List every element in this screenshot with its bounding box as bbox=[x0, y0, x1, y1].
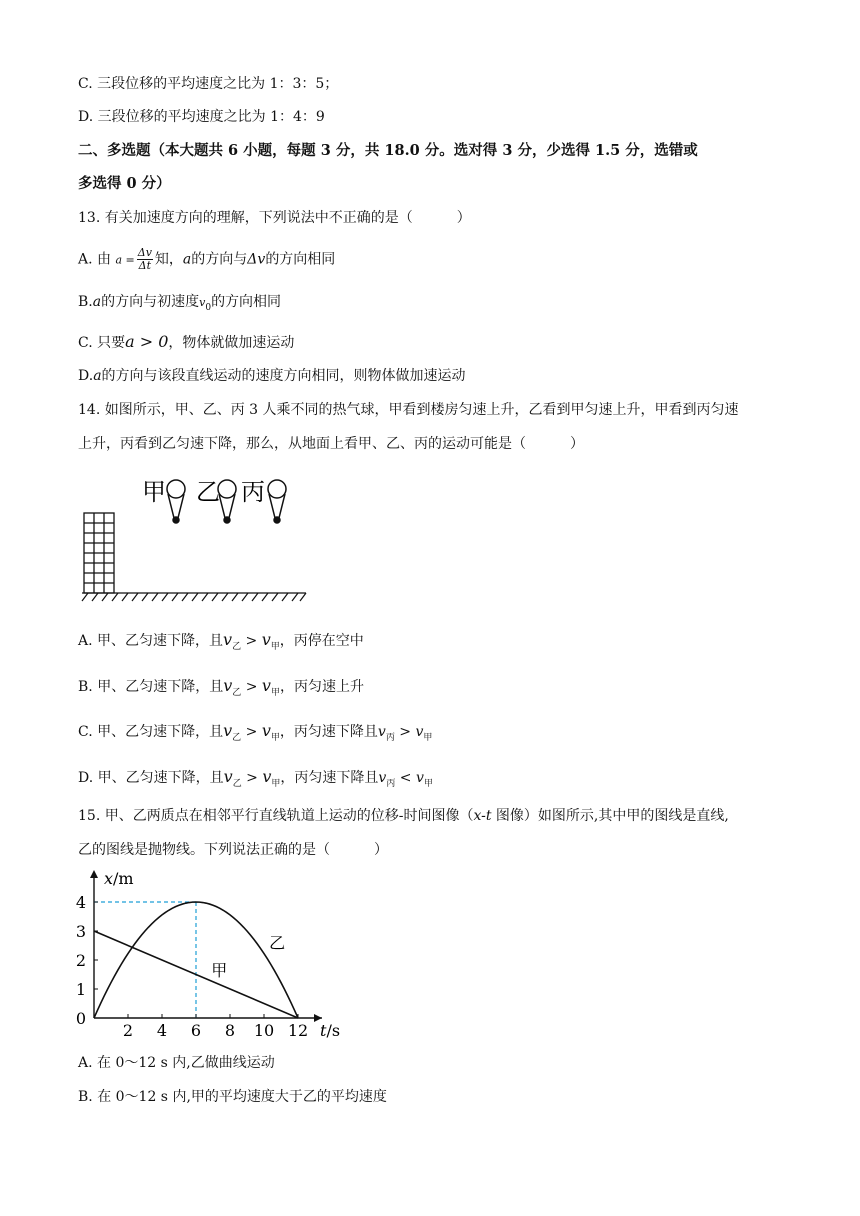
q14-c-mid: ，丙匀速下降且 bbox=[279, 724, 378, 740]
series-label-jia: 甲 bbox=[211, 960, 228, 980]
q13-d-text: 的方向与该段直线运动的速度方向相同，则物体做加速运动 bbox=[101, 368, 466, 384]
sym-v: v bbox=[378, 770, 387, 786]
q15-option-b: B. 在 0～12 s 内,甲的平均速度大于乙的平均速度 bbox=[78, 1089, 387, 1105]
q14-option-c bbox=[78, 721, 432, 748]
balloon-yi-icon bbox=[218, 480, 236, 523]
q13-option-c bbox=[78, 332, 294, 353]
y-axis-label: x/m bbox=[104, 869, 134, 888]
sym-gt: > bbox=[241, 679, 262, 695]
q14-b-start: B. 甲、乙匀速下降，且 bbox=[78, 679, 224, 695]
balloon-jia-icon bbox=[167, 480, 185, 523]
q15-stem2-end: ） bbox=[374, 842, 388, 858]
q13-b-end: 的方向相同 bbox=[211, 294, 282, 310]
q14-option-a bbox=[78, 630, 364, 657]
sym-gt: > bbox=[394, 724, 416, 740]
q15-stem-line2 bbox=[78, 840, 388, 860]
q13-a-frac-den: Δt bbox=[138, 259, 152, 272]
q13-a-delta: Δv bbox=[247, 251, 266, 268]
q14-c-start: C. 甲、乙匀速下降，且 bbox=[78, 724, 224, 740]
sub-bing: 丙 bbox=[386, 778, 396, 789]
sym-gt: > bbox=[241, 633, 262, 649]
q13-stem-end: ） bbox=[456, 210, 471, 226]
sym-v: v bbox=[262, 767, 272, 786]
y-tick-label: 4 bbox=[75, 893, 86, 912]
q13-b-var: a bbox=[92, 294, 102, 310]
q13-a-formula-lhs: a = bbox=[115, 253, 135, 267]
q14-option-d bbox=[78, 767, 433, 794]
sub-bing: 丙 bbox=[385, 732, 395, 743]
balloon-figure bbox=[78, 472, 318, 606]
sym-v: v bbox=[223, 630, 233, 649]
sym-gt: > bbox=[241, 770, 263, 786]
x-tick-label: 8 bbox=[224, 1021, 236, 1040]
label-yi: 乙 bbox=[196, 478, 220, 506]
q14-a-start: A. 甲、乙匀速下降，且 bbox=[78, 633, 224, 649]
x-tick-label: 10 bbox=[253, 1021, 275, 1040]
sub-jia: 甲 bbox=[270, 641, 280, 652]
sub-jia: 甲 bbox=[270, 732, 280, 743]
q13-d-prefix: D. bbox=[78, 368, 94, 384]
sym-v: v bbox=[377, 724, 386, 740]
q13-a-frac-num: Δv bbox=[137, 246, 152, 259]
q14-d-mid: ，丙匀速下降且 bbox=[280, 770, 379, 786]
q13-b-sub: 0 bbox=[205, 302, 212, 313]
q14-stem2-end: ） bbox=[570, 436, 584, 452]
q15-stem-line1 bbox=[78, 806, 729, 826]
balloon-bing-icon bbox=[268, 480, 286, 523]
prev-option-c: C. 三段位移的平均速度之比为 1：3：5； bbox=[78, 76, 339, 92]
sub-jia: 甲 bbox=[423, 778, 433, 789]
xt-chart bbox=[70, 866, 350, 1048]
sym-lt: < bbox=[395, 770, 416, 786]
q13-a-prefix: A. 由 bbox=[78, 251, 112, 268]
q13-option-b bbox=[78, 292, 281, 318]
q15-stem2-text: 乙的图线是抛物线。下列说法正确的是（ bbox=[78, 842, 330, 858]
sub-yi: 乙 bbox=[232, 687, 242, 698]
q13-c-prefix: C. 只要 bbox=[78, 335, 126, 351]
q14-option-b bbox=[78, 676, 364, 703]
chart-guides bbox=[94, 902, 196, 1018]
sub-jia: 甲 bbox=[270, 687, 280, 698]
label-bing: 丙 bbox=[241, 478, 265, 506]
q13-a-mid: 知， bbox=[154, 251, 183, 268]
sym-v: v bbox=[223, 721, 233, 740]
q15-stem1-text: 15. 甲、乙两质点在相邻平行直线轨道上运动的位移-时间图像（ bbox=[78, 808, 474, 824]
y-tick-label: 2 bbox=[75, 951, 86, 970]
x-tick-label: 6 bbox=[190, 1021, 202, 1040]
label-jia: 甲 bbox=[142, 478, 166, 506]
y-tick-label: 1 bbox=[75, 980, 86, 999]
ground-icon bbox=[82, 593, 306, 601]
q14-d-start: D. 甲、乙匀速下降，且 bbox=[78, 770, 224, 786]
q13-c-cond: a > 0 bbox=[125, 332, 169, 351]
q13-option-a bbox=[78, 247, 335, 272]
y-axis-arrow bbox=[90, 870, 98, 878]
sub-jia: 甲 bbox=[423, 732, 433, 743]
sub-jia: 甲 bbox=[271, 778, 281, 789]
x-tick-label: 2 bbox=[122, 1021, 134, 1040]
y-tick-label: 3 bbox=[75, 922, 86, 941]
sym-v: v bbox=[261, 721, 271, 740]
q13-d-var: a bbox=[93, 368, 102, 384]
prev-option-d: D. 三段位移的平均速度之比为 1：4：9 bbox=[78, 109, 325, 125]
sub-yi: 乙 bbox=[232, 641, 242, 652]
sym-v: v bbox=[223, 676, 233, 695]
sym-v: v bbox=[223, 767, 233, 786]
sym-v: v bbox=[415, 724, 424, 740]
sym-gt: > bbox=[241, 724, 262, 740]
q13-b-text: 的方向与初速度 bbox=[101, 294, 200, 310]
x-tick-label: 4 bbox=[156, 1021, 168, 1040]
section-heading-line1: 二、多选题（本大题共 6 小题，每题 3 分，共 18.0 分。选对得 3 分，少选得 1.5 分，选错或 bbox=[78, 142, 698, 159]
y-tick-label: 0 bbox=[75, 1009, 86, 1028]
q15-option-a: A. 在 0～12 s 内,乙做曲线运动 bbox=[78, 1055, 275, 1071]
building-icon bbox=[84, 513, 114, 593]
q14-a-end: ，丙停在空中 bbox=[279, 633, 364, 649]
sub-yi: 乙 bbox=[232, 732, 242, 743]
q14-stem-line1: 14. 如图所示，甲、乙、丙 3 人乘不同的热气球，甲看到楼房匀速上升，乙看到甲匀速上升，甲看到丙匀速 bbox=[78, 402, 739, 418]
sym-v: v bbox=[261, 676, 271, 695]
x-tick-label: 12 bbox=[287, 1021, 309, 1040]
section-heading-line2: 多选得 0 分） bbox=[78, 175, 171, 192]
sub-yi: 乙 bbox=[232, 778, 242, 789]
q14-stem2-text: 上升，丙看到乙匀速下降，那么，从地面上看甲、乙、丙的运动可能是（ bbox=[78, 436, 526, 452]
q15-stem1-end: 图像）如图所示,其中甲的图线是直线, bbox=[491, 808, 729, 824]
sym-v: v bbox=[415, 770, 424, 786]
series-label-yi: 乙 bbox=[269, 933, 286, 953]
q13-a-var: a bbox=[182, 251, 192, 268]
q14-b-end: ，丙匀速上升 bbox=[279, 679, 364, 695]
q13-option-d bbox=[78, 366, 466, 386]
q13-b-prefix: B. bbox=[78, 294, 93, 310]
q13-a-rest1: 的方向与 bbox=[191, 251, 248, 268]
chart-axes bbox=[90, 870, 322, 1022]
q13-stem bbox=[78, 208, 471, 228]
q15-stem1-xt: x-t bbox=[473, 808, 492, 824]
x-axis-label: t/s bbox=[320, 1021, 341, 1040]
q13-a-rest2: 的方向相同 bbox=[265, 251, 336, 268]
sym-v: v bbox=[261, 630, 271, 649]
q13-b-v: v bbox=[199, 296, 206, 309]
q13-a-fraction bbox=[137, 247, 153, 272]
q14-stem-line2 bbox=[78, 434, 584, 454]
q13-c-end: ，物体就做加速运动 bbox=[168, 335, 295, 351]
q13-stem-text: 13. 有关加速度方向的理解，下列说法中不正确的是（ bbox=[78, 210, 413, 226]
